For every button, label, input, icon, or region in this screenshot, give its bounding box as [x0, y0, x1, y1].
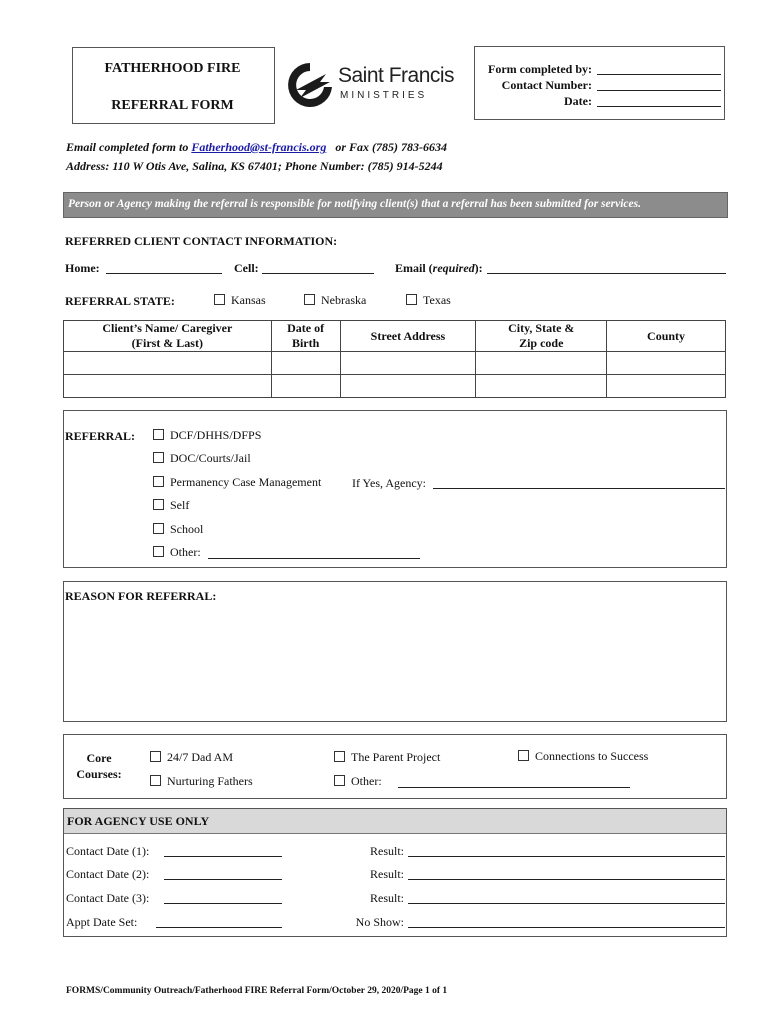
email-instructions: [66, 140, 447, 155]
dcf-checkbox[interactable]: [153, 429, 164, 440]
cell-phone-field[interactable]: [262, 273, 374, 274]
nebraska-checkbox[interactable]: [304, 294, 315, 305]
state-option-kansas[interactable]: [214, 293, 266, 308]
col-header-dob-line1: Date of: [287, 321, 325, 335]
247-dad-label: 24/7 Dad AM: [167, 750, 233, 764]
course-other-checkbox[interactable]: [334, 775, 345, 786]
result-3-label: Result:: [369, 891, 404, 905]
col-header-city-line2: Zip code: [519, 336, 564, 350]
contact-date-3-label: Contact Date (3):: [66, 891, 150, 905]
table-cell[interactable]: [64, 352, 272, 375]
doc-label: DOC/Courts/Jail: [170, 451, 251, 465]
course-option-parent-project[interactable]: [334, 750, 440, 765]
247-dad-checkbox[interactable]: [150, 751, 161, 762]
form-title-line1: FATHERHOOD FIRE: [104, 61, 241, 76]
date-field[interactable]: [597, 106, 721, 107]
col-header-name: [64, 321, 272, 352]
form-title-line2: REFERRAL FORM: [111, 98, 234, 113]
nebraska-label: Nebraska: [321, 293, 367, 307]
col-header-city-line1: City, State &: [508, 321, 575, 335]
referral-other-field[interactable]: [208, 558, 420, 559]
address-line: Address: 110 W Otis Ave, Salina, KS 67401; Phone Number: (785) 914-5244: [66, 159, 443, 173]
email-label-start: Email (: [395, 261, 433, 275]
courses-label-line1: Core: [86, 751, 112, 765]
email-required-label: [395, 261, 483, 276]
logo-main-text: Saint Francis: [338, 64, 455, 87]
appt-date-field[interactable]: [156, 927, 282, 928]
agency-use-title: FOR AGENCY USE ONLY: [67, 814, 210, 828]
table-row: [64, 375, 726, 398]
col-header-city: [476, 321, 607, 352]
referral-option-permanency[interactable]: [153, 475, 321, 490]
course-other-label: Other:: [351, 774, 382, 788]
contact-date-1-field[interactable]: [164, 856, 282, 857]
contact-number-label: Contact Number:: [501, 78, 592, 92]
table-row: [64, 352, 726, 375]
col-header-dob-line2: Birth: [291, 336, 320, 350]
notice-banner-text: Person or Agency making the referral is responsible for notifying client(s) that a referral has been submitted for services.: [68, 198, 641, 210]
self-label: Self: [170, 498, 190, 512]
texas-label: Texas: [423, 293, 451, 307]
parent-project-label: The Parent Project: [351, 750, 441, 764]
email-field[interactable]: [487, 273, 726, 274]
permanency-checkbox[interactable]: [153, 476, 164, 487]
home-label: Home:: [65, 261, 100, 275]
clients-table: [63, 320, 726, 398]
table-cell[interactable]: [271, 375, 340, 398]
kansas-checkbox[interactable]: [214, 294, 225, 305]
courses-box: [63, 734, 727, 799]
reason-label: REASON FOR REFERRAL:: [65, 589, 217, 603]
texas-checkbox[interactable]: [406, 294, 417, 305]
fax-text: or Fax (785) 783-6634: [335, 140, 448, 154]
nurturing-fathers-checkbox[interactable]: [150, 775, 161, 786]
col-header-county: [607, 321, 726, 352]
course-option-nurturing-fathers[interactable]: [150, 774, 253, 789]
col-header-name-line1: Client’s Name/ Caregiver: [102, 321, 233, 335]
table-cell[interactable]: [476, 375, 607, 398]
table-cell[interactable]: [607, 352, 726, 375]
contact-date-3-field[interactable]: [164, 903, 282, 904]
result-1-label: Result:: [369, 844, 404, 858]
email-link[interactable]: Fatherhood@st-francis.org: [191, 140, 327, 154]
contact-date-2-field[interactable]: [164, 879, 282, 880]
completed-by-label: Form completed by:: [488, 62, 592, 76]
table-cell[interactable]: [271, 352, 340, 375]
completed-by-field[interactable]: [597, 74, 721, 75]
email-required-text: required: [432, 261, 475, 275]
self-checkbox[interactable]: [153, 499, 164, 510]
permanency-label: Permanency Case Management: [170, 475, 322, 489]
contact-number-field[interactable]: [597, 90, 721, 91]
if-yes-agency-label: If Yes, Agency:: [352, 476, 426, 490]
referral-option-self[interactable]: [153, 498, 189, 513]
referral-option-dcf[interactable]: [153, 428, 261, 443]
result-1-field[interactable]: [408, 856, 725, 857]
school-checkbox[interactable]: [153, 523, 164, 534]
home-phone-field[interactable]: [106, 273, 222, 274]
connections-label: Connections to Success: [535, 749, 649, 763]
courses-label-line2: Courses:: [76, 767, 122, 781]
logo-sub-text: MINISTRIES: [340, 90, 428, 101]
notice-banner: [63, 192, 728, 218]
saint-francis-logo: [286, 60, 466, 112]
table-cell[interactable]: [607, 375, 726, 398]
course-option-247-dad[interactable]: [150, 750, 233, 765]
col-header-name-line2: (First & Last): [131, 336, 203, 350]
agency-use-header: [64, 809, 726, 834]
doc-checkbox[interactable]: [153, 452, 164, 463]
col-header-dob: [271, 321, 340, 352]
other-checkbox[interactable]: [153, 546, 164, 557]
client-info-title: REFERRED CLIENT CONTACT INFORMATION:: [65, 234, 338, 248]
table-cell[interactable]: [340, 352, 476, 375]
logo-swoosh-icon: [286, 60, 334, 112]
referral-option-other[interactable]: [153, 545, 201, 560]
connections-checkbox[interactable]: [518, 750, 529, 761]
col-header-street: [340, 321, 476, 352]
table-cell[interactable]: [476, 352, 607, 375]
page-footer: FORMS/Community Outreach/Fatherhood FIRE Referral Form/October 29, 2020/Page 1 of 1: [66, 986, 448, 996]
state-option-nebraska[interactable]: [304, 293, 366, 308]
school-label: School: [170, 522, 204, 536]
result-2-field[interactable]: [408, 879, 725, 880]
col-header-street-line1: Street Address: [370, 328, 446, 343]
other-label: Other:: [170, 545, 201, 559]
cell-label: Cell:: [234, 261, 259, 275]
no-show-label: No Show:: [355, 915, 404, 929]
nurturing-fathers-label: Nurturing Fathers: [167, 774, 253, 788]
referral-label: REFERRAL:: [65, 429, 136, 443]
result-2-label: Result:: [369, 867, 404, 881]
referral-option-doc[interactable]: [153, 451, 251, 466]
parent-project-checkbox[interactable]: [334, 751, 345, 762]
course-option-connections[interactable]: [518, 749, 648, 764]
result-3-field[interactable]: [408, 903, 725, 904]
col-header-county-line1: County: [647, 328, 686, 343]
email-prefix: Email completed form to: [66, 140, 192, 154]
course-option-other[interactable]: [334, 774, 382, 789]
table-cell[interactable]: [64, 375, 272, 398]
email-label-end: ):: [474, 261, 483, 275]
table-cell[interactable]: [340, 375, 476, 398]
state-option-texas[interactable]: [406, 293, 451, 308]
clients-table-header: [64, 321, 726, 352]
agency-field[interactable]: [433, 488, 725, 489]
contact-date-2-label: Contact Date (2):: [66, 867, 150, 881]
date-label: Date:: [564, 94, 592, 108]
dcf-label: DCF/DHHS/DFPS: [170, 428, 262, 442]
appt-date-label: Appt Date Set:: [66, 915, 138, 929]
referral-option-school[interactable]: [153, 522, 203, 537]
course-other-field[interactable]: [398, 787, 630, 788]
no-show-field[interactable]: [408, 927, 725, 928]
contact-date-1-label: Contact Date (1):: [66, 844, 150, 858]
referral-state-label: REFERRAL STATE:: [65, 294, 175, 308]
kansas-label: Kansas: [231, 293, 266, 307]
